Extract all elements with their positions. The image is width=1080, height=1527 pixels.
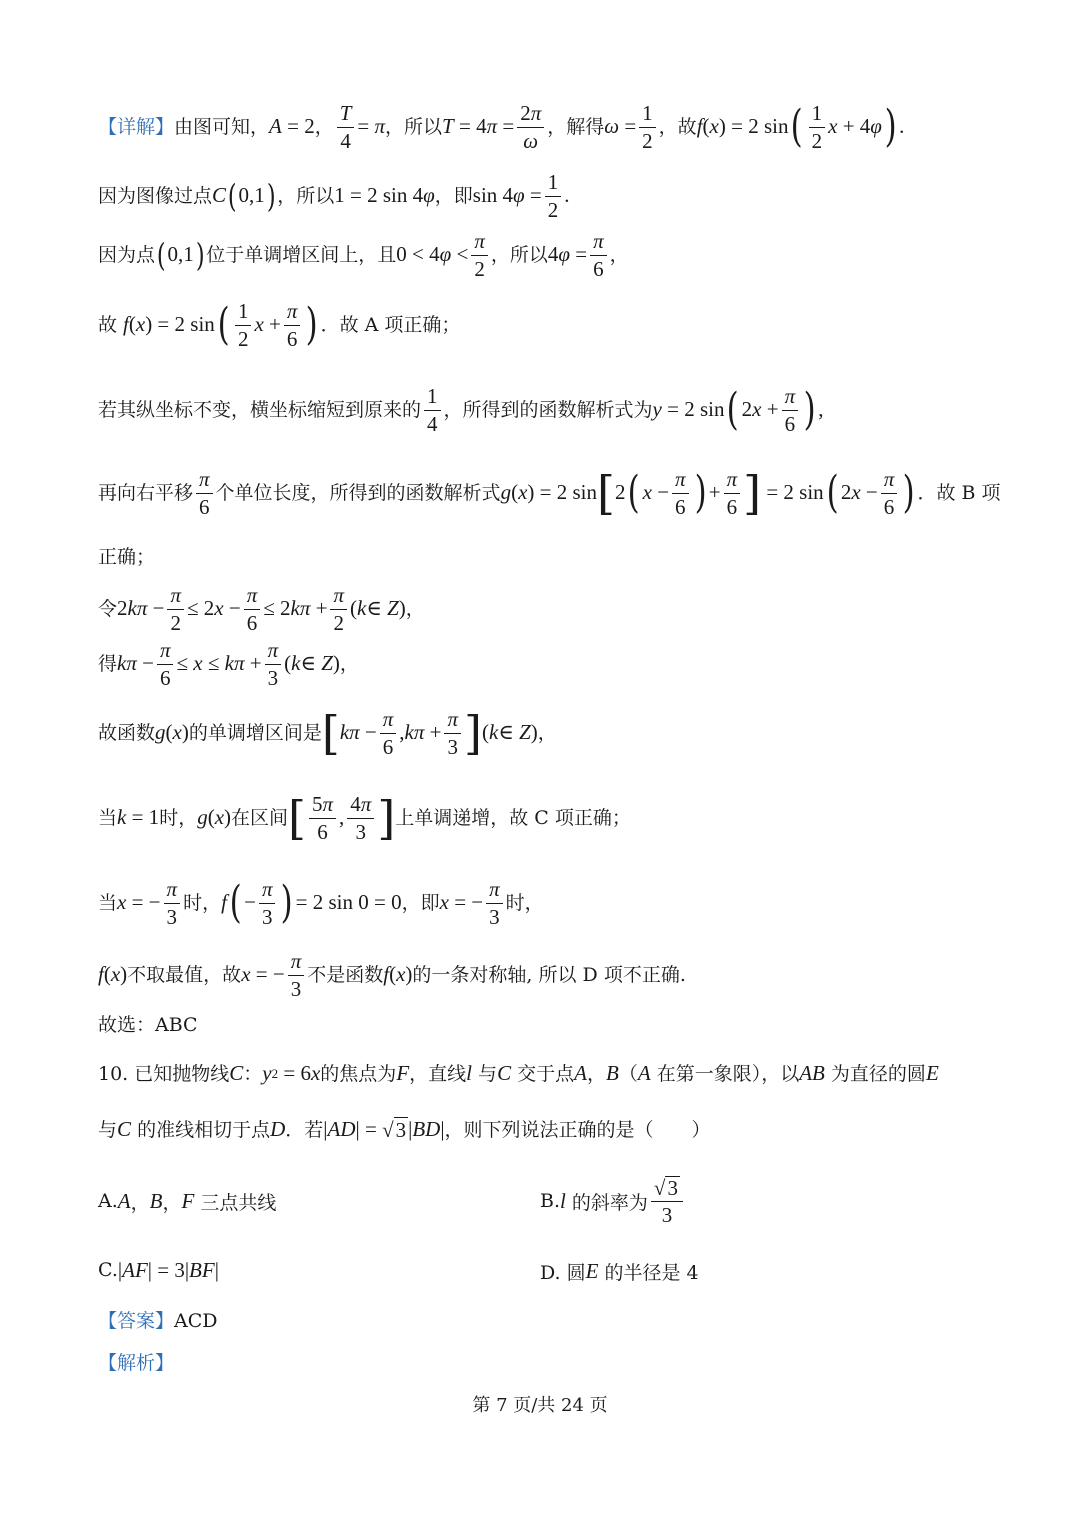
text: 不是函数 — [307, 963, 384, 986]
text: ，即 — [434, 184, 473, 207]
page-footer: 第 7 页/共 24 页 — [472, 1395, 608, 1416]
detail-line-7 — [98, 542, 990, 572]
detail-line-6: 再向右平移 $\frac{\pi}{6}$ 个单位长度，所得到的函数解析式 g ( x ) = 2 sin [ 2 ( x − $\frac{\pi}{6}$ ) + $\frac{\pi}{6}$ ] = 2 sin ( 2 x − $\frac{\pi}{6}$ ) ．故 B 项 — [98, 466, 1001, 520]
text: 当 — [98, 891, 118, 914]
fraction: $\frac{T}{4}$ — [337, 102, 355, 151]
text: 故函数 — [98, 721, 156, 744]
detail-line-11: 当 k = 1 时， g ( x ) 在区间 [ $\frac{5\pi}{6}$ , $\frac{4\pi}{3}$ ] 上单调递增，故 C 项正确； — [98, 791, 631, 845]
text: ，所以 — [277, 184, 335, 207]
text: 交于点 — [517, 1062, 575, 1085]
text: 因为图像过点 — [98, 184, 213, 207]
text: 时， — [505, 891, 544, 914]
text: 位于单调增区间上，且 — [206, 243, 397, 266]
detail-line-9: 得 kπ − $\frac{\pi}{6}$ ≤ x ≤ kπ + $\frac{\pi}{3}$ ( k ∈ Z ) ， — [98, 638, 359, 690]
answer-line — [98, 1306, 990, 1336]
text: 由图可知， — [174, 115, 270, 138]
text: 故选：ABC — [98, 1013, 198, 1036]
text: ，所以 — [490, 243, 548, 266]
text: 若其纵坐标不变，横坐标缩短到原来的 — [98, 398, 422, 421]
text: ，则下列说法正确的是（ ） — [444, 1118, 711, 1141]
question-10-line-2: 与 C 的准线相切于点 D ．若 | AD | = √ 3 | BD | ，则下列说法正确的是（ ） — [98, 1117, 711, 1142]
text: 的焦点为 — [320, 1062, 397, 1085]
text: 10. 已知抛物线 — [98, 1062, 230, 1085]
text: ．故 B 项 — [917, 481, 1001, 504]
text: 当 — [98, 806, 118, 829]
text: ，直线 — [409, 1062, 467, 1085]
question-10-line-1: 10. 已知抛物线 C ： y 2 = 6 x 的焦点为 F ，直线 l 与 C 交于点 A ， B （ A 在第一象限），以 AB 为直径的圆 E — [98, 1061, 939, 1086]
text: ．若 — [285, 1118, 324, 1141]
text: ，解得 — [547, 115, 605, 138]
text: 上单调递增，故 C 项正确； — [395, 806, 631, 829]
text: ： — [243, 1062, 263, 1085]
answer-tag: 【答案】 — [98, 1309, 175, 1332]
text: 正确； — [98, 545, 156, 568]
detail-line-10: 故函数 g ( x ) 的单调增区间是 [ kπ − $\frac{\pi}{6}$ , kπ + $\frac{\pi}{3}$ ] ( k ∈ Z ) ， — [98, 706, 557, 760]
text: 为直径的圆 — [830, 1062, 926, 1085]
detail-line-3: 因为点 ( 0,1 ) 位于单调增区间上，且 0 < 4 φ < $\frac{\pi}{2}$ ，所以 4 φ = $\frac{\pi}{6}$ ， — [98, 229, 629, 281]
detail-line-2: 因为图像过点 C ( 0,1 ) ，所以 1 = 2 sin 4 φ ，即 sin 4 φ = $\frac{1}{2}$ . — [98, 170, 570, 222]
text: 在区间 — [231, 806, 289, 829]
detail-line-12: 当 x = − $\frac{\pi}{3}$ 时， f ( − $\frac{\pi}{3}$ ) = 2 sin 0 = 0 ，即 x = − $\frac{\pi}{3}$ 时， — [98, 877, 544, 929]
text: 的单调增区间是 — [188, 721, 322, 744]
text: 令 — [98, 597, 118, 620]
text: 得 — [98, 652, 118, 675]
detail-line-8: 令 2 kπ − $\frac{\pi}{2}$ ≤ 2 x − $\frac{\pi}{6}$ ≤ 2 kπ + $\frac{\pi}{2}$ ( k ∈ Z ) ， — [98, 583, 425, 635]
text: ，即 — [401, 891, 440, 914]
text: 故 — [98, 313, 118, 336]
text: 与 — [478, 1062, 498, 1085]
fraction: $\frac{1}{2}$ — [639, 102, 656, 151]
text: （ — [618, 1062, 638, 1085]
text: 个单位长度，所得到的函数解析式 — [215, 481, 501, 504]
fraction: $\frac{2\pi}{\omega}$ — [517, 102, 544, 151]
option-d: D. 圆 E 的半径是 4 — [540, 1258, 699, 1284]
analysis-tag: 【解析】 — [98, 1351, 175, 1374]
text: ， — [314, 115, 334, 138]
analysis-line — [98, 1348, 990, 1378]
text: 再向右平移 — [98, 481, 194, 504]
option-b: B. l 的斜率为 √ 3 3 — [540, 1170, 686, 1232]
text: 与 — [98, 1118, 118, 1141]
text: 不取最值，故 — [127, 963, 242, 986]
text: ，所以 — [385, 115, 443, 138]
option-a: A. A ， B ， F 三点共线 — [98, 1188, 277, 1214]
option-c: C. | AF | = 3| BF | — [98, 1257, 219, 1282]
text: ，所得到的函数解析式为 — [443, 398, 653, 421]
text: 的一条对称轴, 所以 D 项不正确. — [412, 963, 686, 986]
text: 因为点 — [98, 243, 156, 266]
text: 的准线相切于点 — [137, 1118, 271, 1141]
detail-line-4: 故 f ( x ) = 2 sin ( $\frac{1}{2}$ x + $\frac{\pi}{6}$ ) ．故 A 项正确； — [98, 299, 461, 351]
detail-line-13: f ( x ) 不取最值，故 x = − $\frac{\pi}{3}$ 不是函数 f ( x ) 的一条对称轴, 所以 D 项不正确. — [98, 949, 686, 1001]
text: ．故 A 项正确； — [320, 313, 461, 336]
detail-tag: 【详解】 — [98, 115, 175, 138]
math: A — [269, 114, 282, 139]
text: 时， — [183, 891, 222, 914]
text: ，故 — [658, 115, 697, 138]
detail-line-1: 【详解】 由图可知， A = 2 ， $\frac{T}{4}$ = π ，所以 T = 4 π = $\frac{2\pi}{\omega}$ ，解得 ω = $\frac{1}{2}$ ，故 f ( x ) = 2 sin ( $\frac{1}{2}$ x + 4 φ ) . — [98, 101, 905, 153]
answer-value: ACD — [174, 1309, 218, 1332]
detail-line-5: 若其纵坐标不变，横坐标缩短到原来的 $\frac{1}{4}$ ，所得到的函数解析式为 y = 2 sin ( 2 x + $\frac{\pi}{6}$ ) , — [98, 384, 824, 436]
text: 在第一象限），以 — [656, 1062, 800, 1085]
detail-line-14 — [98, 1010, 990, 1040]
text: 时， — [159, 806, 198, 829]
